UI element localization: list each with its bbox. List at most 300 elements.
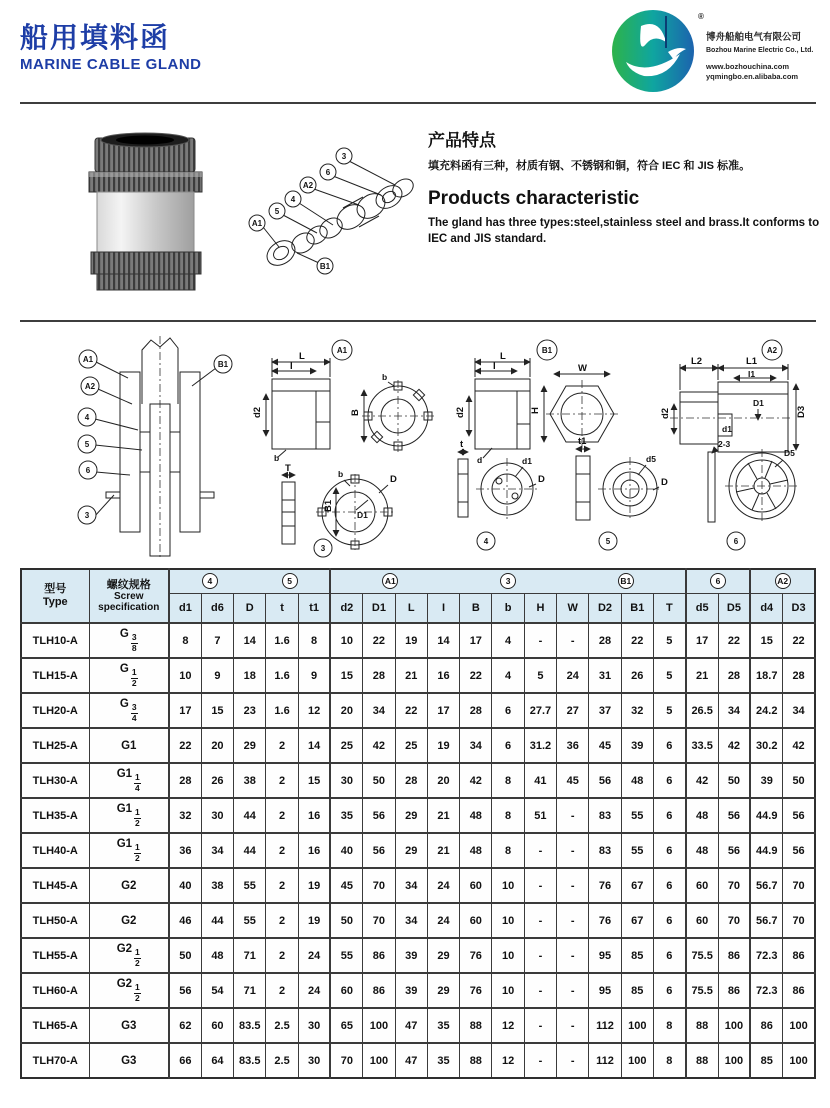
fraction-numerator: 3: [131, 632, 137, 643]
screw-base: G3: [121, 1054, 137, 1067]
value-cell: 31: [589, 658, 621, 693]
value-cell: 21: [427, 798, 459, 833]
dim-4-t: t: [460, 439, 464, 450]
value-cell: 26: [621, 658, 653, 693]
value-cell: 44.9: [750, 833, 782, 868]
value-cell: 14: [298, 728, 330, 763]
value-cell: 9: [298, 658, 330, 693]
callout-4: 4: [290, 195, 296, 204]
dim-4-D: D: [538, 474, 545, 485]
value-cell: 32: [169, 798, 201, 833]
drawing-a2: [660, 340, 807, 452]
column-header: t1: [298, 593, 330, 623]
drawing-a1-label: A1: [336, 346, 348, 355]
value-cell: 56: [718, 833, 750, 868]
value-cell: 70: [783, 868, 815, 903]
column-header: t: [266, 593, 298, 623]
value-cell: 39: [621, 728, 653, 763]
value-cell: 39: [750, 763, 782, 798]
value-cell: 17: [460, 623, 492, 658]
column-header: D3: [783, 593, 815, 623]
value-cell: 19: [298, 868, 330, 903]
value-cell: 27.7: [524, 693, 556, 728]
value-cell: 100: [363, 1043, 395, 1078]
column-header: D2: [589, 593, 621, 623]
callout-6: 6: [325, 168, 331, 177]
group-label: A2: [775, 573, 791, 589]
dim-a2-D1: D1: [753, 398, 764, 408]
value-cell: 22: [718, 623, 750, 658]
callout-a1: A1: [251, 219, 263, 228]
column-header: H: [524, 593, 556, 623]
value-cell: 28: [395, 763, 427, 798]
value-cell: 24.2: [750, 693, 782, 728]
value-cell: 72.3: [750, 938, 782, 973]
value-cell: 42: [460, 763, 492, 798]
screw-fraction: [134, 948, 141, 968]
value-cell: 88: [686, 1043, 718, 1078]
value-cell: 34: [395, 868, 427, 903]
value-cell: 76: [460, 973, 492, 1008]
value-cell: 25: [330, 728, 362, 763]
screw-header: [89, 569, 169, 623]
value-cell: 51: [524, 798, 556, 833]
value-cell: 47: [395, 1008, 427, 1043]
value-cell: 4: [492, 623, 524, 658]
value-cell: 54: [201, 973, 233, 1008]
screw-fraction: [131, 633, 138, 653]
type-cell: TLH25-A: [21, 728, 89, 763]
value-cell: 70: [363, 903, 395, 938]
fraction-denominator: 2: [135, 992, 140, 1003]
value-cell: 28: [169, 763, 201, 798]
exploded-diagram: [237, 133, 419, 305]
value-cell: 8: [492, 763, 524, 798]
drawing-3-label: 3: [320, 544, 326, 553]
product-photo: [83, 130, 207, 296]
value-cell: 35: [427, 1043, 459, 1078]
drawing-3: [282, 463, 397, 557]
value-cell: 100: [621, 1043, 653, 1078]
value-cell: 55: [234, 868, 266, 903]
column-header: d5: [686, 593, 718, 623]
fraction-denominator: 2: [131, 677, 137, 688]
screw-base: G: [119, 663, 129, 676]
value-cell: 4: [492, 658, 524, 693]
value-cell: 5: [653, 623, 685, 658]
features-section: [428, 126, 826, 248]
value-cell: 71: [234, 973, 266, 1008]
technical-drawings: [20, 334, 816, 562]
value-cell: 6: [653, 973, 685, 1008]
value-cell: 85: [621, 938, 653, 973]
page-subtitle: MARINE CABLE GLAND: [20, 56, 202, 73]
value-cell: 10: [492, 868, 524, 903]
group-label: 4: [202, 573, 218, 589]
value-cell: 85: [621, 973, 653, 1008]
value-cell: 6: [653, 903, 685, 938]
screw-base: G1: [121, 739, 137, 752]
screw-cell: [89, 833, 169, 868]
value-cell: 28: [363, 658, 395, 693]
value-cell: 88: [686, 1008, 718, 1043]
screw-base: G3: [121, 1019, 137, 1032]
value-cell: 86: [718, 938, 750, 973]
value-cell: 26: [201, 763, 233, 798]
value-cell: 30: [201, 798, 233, 833]
column-header: D5: [718, 593, 750, 623]
value-cell: 34: [783, 693, 815, 728]
column-header: W: [557, 593, 589, 623]
value-cell: 70: [783, 903, 815, 938]
company-url-2: yqmingbo.en.alibaba.com: [706, 72, 799, 81]
callout-a2: A2: [302, 181, 314, 190]
page-title: 船用填料函: [20, 22, 171, 53]
drawing-6: [708, 439, 799, 550]
registered-mark: ®: [698, 12, 704, 21]
column-header: b: [492, 593, 524, 623]
value-cell: 19: [395, 623, 427, 658]
dim-6-t: 2-3: [718, 439, 731, 449]
features-body-zh: 填充料函有三种，材质有钢、不锈钢和铜，符合 IEC 和 JIS 标准。: [428, 160, 751, 172]
fraction-numerator: 1: [135, 842, 140, 853]
column-header: I: [427, 593, 459, 623]
value-cell: 10: [492, 938, 524, 973]
header-group-row: [21, 569, 815, 593]
value-cell: -: [557, 1043, 589, 1078]
value-cell: 50: [783, 763, 815, 798]
value-cell: 55: [621, 798, 653, 833]
value-cell: 100: [363, 1008, 395, 1043]
value-cell: 44: [201, 903, 233, 938]
value-cell: 50: [363, 763, 395, 798]
exploded-callouts: [249, 148, 395, 274]
value-cell: 38: [201, 868, 233, 903]
assembly-callout-5: 5: [84, 440, 90, 449]
drawing-a2-label: A2: [766, 346, 778, 355]
value-cell: 22: [621, 623, 653, 658]
value-cell: 50: [718, 763, 750, 798]
value-cell: 48: [686, 833, 718, 868]
value-cell: -: [557, 868, 589, 903]
screw-base: G2: [116, 978, 133, 991]
value-cell: 15: [330, 658, 362, 693]
features-body-en: The gland has three types:steel,stainless steel and brass.It conforms to IEC and JIS standard.: [428, 216, 820, 246]
screw-cell: [89, 763, 169, 798]
value-cell: 76: [460, 938, 492, 973]
fraction-numerator: 1: [135, 982, 140, 993]
value-cell: 70: [718, 868, 750, 903]
screw-cell: [89, 658, 169, 693]
drawing-b1: [455, 340, 618, 465]
value-cell: 17: [427, 693, 459, 728]
value-cell: 86: [718, 973, 750, 1008]
value-cell: 42: [686, 763, 718, 798]
value-cell: 100: [718, 1008, 750, 1043]
value-cell: -: [524, 938, 556, 973]
divider-middle: [20, 320, 816, 322]
value-cell: 45: [589, 728, 621, 763]
screw-cell: [89, 728, 169, 763]
column-group: [330, 569, 685, 593]
value-cell: 29: [395, 798, 427, 833]
value-cell: 72.3: [750, 973, 782, 1008]
value-cell: 2: [266, 798, 298, 833]
table-row: [21, 693, 815, 728]
value-cell: 9: [201, 658, 233, 693]
logo-mark-icon: [612, 10, 694, 92]
exploded-parts: [262, 175, 416, 270]
value-cell: -: [524, 1008, 556, 1043]
value-cell: 65: [330, 1008, 362, 1043]
fraction-numerator: 1: [131, 667, 137, 678]
value-cell: 70: [363, 868, 395, 903]
value-cell: 56: [363, 798, 395, 833]
value-cell: 14: [427, 623, 459, 658]
value-cell: 28: [460, 693, 492, 728]
value-cell: 26.5: [686, 693, 718, 728]
value-cell: 18.7: [750, 658, 782, 693]
value-cell: 5: [653, 658, 685, 693]
value-cell: -: [524, 903, 556, 938]
value-cell: 6: [653, 763, 685, 798]
value-cell: 10: [169, 658, 201, 693]
value-cell: 2.5: [266, 1008, 298, 1043]
value-cell: 6: [653, 868, 685, 903]
value-cell: 5: [524, 658, 556, 693]
value-cell: 86: [750, 1008, 782, 1043]
column-header: D: [234, 593, 266, 623]
value-cell: 27: [557, 693, 589, 728]
value-cell: 35: [330, 798, 362, 833]
value-cell: 24: [427, 868, 459, 903]
type-cell: TLH20-A: [21, 693, 89, 728]
value-cell: 12: [298, 693, 330, 728]
screw-cell: [89, 1043, 169, 1078]
value-cell: 83.5: [234, 1008, 266, 1043]
value-cell: 60: [330, 973, 362, 1008]
type-header-zh: 型号: [44, 583, 67, 596]
value-cell: 22: [395, 693, 427, 728]
dim-b1-W: W: [578, 363, 587, 374]
features-heading-zh: 产品特点: [428, 131, 496, 150]
value-cell: 71: [234, 938, 266, 973]
value-cell: 24: [298, 938, 330, 973]
assembly-callout-3: 3: [84, 511, 90, 520]
value-cell: 100: [718, 1043, 750, 1078]
value-cell: 1.6: [266, 658, 298, 693]
value-cell: 24: [427, 903, 459, 938]
fraction-numerator: 1: [135, 772, 140, 783]
value-cell: 56.7: [750, 868, 782, 903]
type-cell: TLH65-A: [21, 1008, 89, 1043]
screw-cell: [89, 938, 169, 973]
value-cell: -: [524, 868, 556, 903]
column-group: [686, 569, 751, 593]
table-row: [21, 833, 815, 868]
screw-fraction: [131, 668, 138, 688]
value-cell: 22: [783, 623, 815, 658]
value-cell: 6: [653, 728, 685, 763]
value-cell: 56: [783, 798, 815, 833]
value-cell: 86: [783, 973, 815, 1008]
value-cell: 41: [524, 763, 556, 798]
value-cell: 48: [686, 798, 718, 833]
group-labels: [751, 573, 814, 589]
fraction-numerator: 3: [131, 702, 137, 713]
value-cell: 83: [589, 798, 621, 833]
dim-a1-b-side: b: [274, 453, 280, 463]
screw-fraction: [131, 703, 138, 723]
value-cell: 75.5: [686, 973, 718, 1008]
value-cell: 36: [169, 833, 201, 868]
value-cell: 34: [395, 903, 427, 938]
value-cell: 100: [783, 1008, 815, 1043]
value-cell: 42: [718, 728, 750, 763]
screw-base: G1: [116, 838, 133, 851]
value-cell: 22: [169, 728, 201, 763]
value-cell: 12: [492, 1008, 524, 1043]
value-cell: -: [557, 903, 589, 938]
value-cell: 50: [169, 938, 201, 973]
assembly-callout-b1: B1: [217, 360, 229, 369]
drawing-b1-label: B1: [541, 346, 553, 355]
value-cell: 24: [298, 973, 330, 1008]
value-cell: 2: [266, 938, 298, 973]
value-cell: 8: [298, 623, 330, 658]
value-cell: 45: [557, 763, 589, 798]
value-cell: 64: [201, 1043, 233, 1078]
value-cell: 56.7: [750, 903, 782, 938]
value-cell: 95: [589, 973, 621, 1008]
company-url-1: www.bozhouchina.com: [706, 62, 790, 71]
value-cell: 88: [460, 1008, 492, 1043]
value-cell: 2: [266, 763, 298, 798]
dim-a1-d2: d2: [252, 406, 263, 418]
dim-4-d1: d1: [522, 456, 532, 466]
value-cell: 30: [298, 1043, 330, 1078]
value-cell: 15: [298, 763, 330, 798]
fraction-denominator: 4: [135, 782, 140, 793]
type-cell: TLH10-A: [21, 623, 89, 658]
value-cell: 15: [750, 623, 782, 658]
value-cell: 29: [427, 938, 459, 973]
dim-a2-d2: d2: [660, 407, 671, 419]
value-cell: 67: [621, 868, 653, 903]
drawing-5-label: 5: [605, 537, 611, 546]
value-cell: 24: [557, 658, 589, 693]
screw-cell: [89, 623, 169, 658]
dim-3-D: D: [390, 474, 397, 485]
value-cell: 15: [201, 693, 233, 728]
dim-5-d5: d5: [646, 454, 656, 464]
value-cell: 21: [427, 833, 459, 868]
features-heading-en: Products characteristic: [428, 187, 640, 209]
callout-b1: B1: [319, 262, 331, 271]
table-row: [21, 868, 815, 903]
dim-a1-I: I: [290, 361, 293, 372]
value-cell: 46: [169, 903, 201, 938]
value-cell: -: [557, 1008, 589, 1043]
value-cell: 32: [621, 693, 653, 728]
table-row: [21, 623, 815, 658]
screw-cell: [89, 903, 169, 938]
dim-a2-d1: d1: [722, 424, 732, 434]
dim-a2-L2: L2: [691, 356, 703, 367]
value-cell: 56: [363, 833, 395, 868]
value-cell: 10: [330, 623, 362, 658]
divider-top: [20, 102, 816, 104]
drawing-6-label: 6: [733, 537, 739, 546]
value-cell: -: [557, 623, 589, 658]
dim-6-D5: D5: [784, 448, 795, 458]
screw-cell: [89, 1008, 169, 1043]
value-cell: 42: [783, 728, 815, 763]
value-cell: 34: [718, 693, 750, 728]
dim-b1-L: L: [500, 351, 506, 362]
value-cell: 6: [492, 693, 524, 728]
value-cell: 20: [201, 728, 233, 763]
dim-a1-B: B: [350, 409, 361, 416]
value-cell: 50: [330, 903, 362, 938]
screw-fraction: [134, 983, 141, 1003]
screw-base: G1: [116, 768, 133, 781]
value-cell: 48: [621, 763, 653, 798]
table-row: [21, 938, 815, 973]
value-cell: 56: [718, 798, 750, 833]
type-cell: TLH50-A: [21, 903, 89, 938]
column-group: [750, 569, 815, 593]
screw-fraction: [134, 773, 141, 793]
value-cell: 1.6: [266, 623, 298, 658]
value-cell: -: [524, 1043, 556, 1078]
value-cell: 55: [330, 938, 362, 973]
value-cell: 55: [621, 833, 653, 868]
value-cell: 76: [589, 903, 621, 938]
value-cell: 38: [234, 763, 266, 798]
value-cell: 70: [330, 1043, 362, 1078]
table-row: [21, 1008, 815, 1043]
value-cell: 56: [589, 763, 621, 798]
column-header: B: [460, 593, 492, 623]
value-cell: 29: [234, 728, 266, 763]
value-cell: 14: [234, 623, 266, 658]
table-row: [21, 658, 815, 693]
callout-3: 3: [341, 152, 347, 161]
fraction-numerator: 1: [135, 947, 140, 958]
type-cell: TLH15-A: [21, 658, 89, 693]
value-cell: 39: [395, 938, 427, 973]
screw-base: G: [119, 628, 129, 641]
value-cell: 28: [718, 658, 750, 693]
value-cell: 36: [557, 728, 589, 763]
value-cell: 40: [169, 868, 201, 903]
group-labels: [331, 573, 684, 589]
value-cell: 42: [363, 728, 395, 763]
value-cell: 45: [330, 868, 362, 903]
value-cell: 88: [460, 1043, 492, 1078]
assembly-callout-a2: A2: [84, 382, 96, 391]
value-cell: 70: [718, 903, 750, 938]
column-group: [169, 569, 330, 593]
type-header-en: Type: [42, 596, 68, 608]
value-cell: 56: [783, 833, 815, 868]
value-cell: 6: [653, 833, 685, 868]
fraction-numerator: 1: [135, 807, 140, 818]
value-cell: 8: [653, 1043, 685, 1078]
value-cell: 19: [427, 728, 459, 763]
dim-a1-b: b: [382, 372, 388, 382]
